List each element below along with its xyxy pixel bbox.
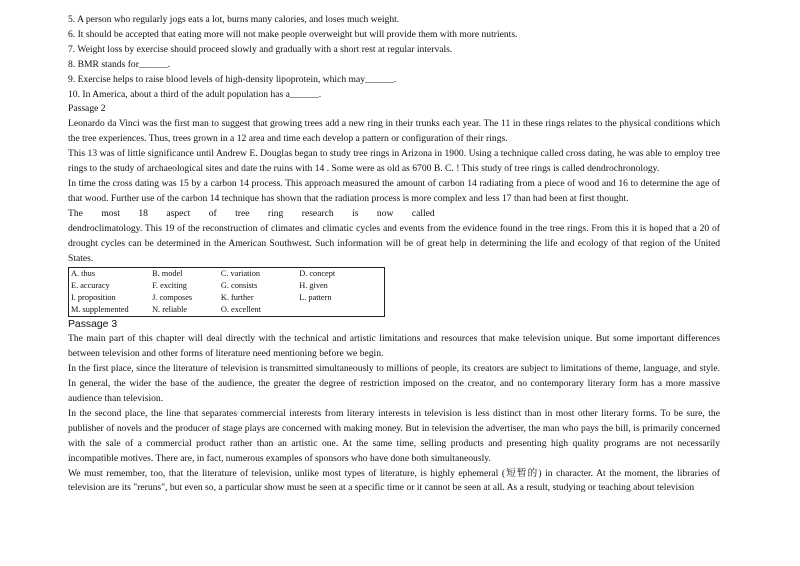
passage-3-paragraph-3: In the second place, the line that separates commercial interests from literary interests in television is less distinct than in most other literary forms. To be sure, the publisher of novels and the producer of stage plays are concerned with making money. But in television the advertiser, the man who pays the bill, is primarily concerned with the sale of a commercial product rather than an artistic one. At the same time, selling products and presenting high quality programs are not necessarily incompatible motives. There are, in fact, numerous examples of sponsors who have done both simultaneously.	[68, 407, 720, 464]
word-bank-option: D. concept	[299, 269, 336, 279]
word-bank-option: L. pattern	[299, 293, 332, 303]
passage-2-paragraph-3: In time the cross dating was 15 by a carbon 14 process. This approach measured the amount of carbon 14 radiating from a piece of wood and 16 to determine the age of that wood. Further use of the carbon 14 technique has shown that the radiation process is more complex and less 17 than had been at first thought.	[68, 177, 720, 204]
word-bank-table	[68, 267, 385, 317]
word-bank-row	[69, 268, 385, 281]
passage-2-paragraph-4-first-line: The most 18 aspect of tree ring research is now called	[68, 207, 435, 219]
word-bank-option: J. composes	[152, 293, 193, 303]
word-bank-option: I. proposition	[71, 293, 116, 303]
word-bank-option: N. reliable	[152, 305, 188, 315]
passage-3-paragraph-2: In the first place, since the literature of television is transmitted simultaneously to millions of people, its creators are subject to limitations of theme, language, and style. In general, the wider the base of the audience, the greater the degree of restriction imposed on the creator, and no contemporary literary form has a more massive audience than television.	[68, 363, 720, 405]
question-5: 5. A person who regularly jogs eats a lot, burns many calories, and loses much weight.	[68, 14, 400, 25]
word-bank-row	[69, 304, 385, 317]
word-bank-option: E. accuracy	[71, 281, 110, 291]
passage-3-paragraph-4: We must remember, too, that the literature of television, unlike most types of literature, is highly ephemeral (短暂的) in character. At the moment, the libraries of television are its "reruns", but even so, a particular show must be seen at a specific time or it cannot be seen at all. As a result, studying or teaching about television	[68, 467, 720, 494]
word-bank-option: F. exciting	[152, 281, 187, 291]
question-8: 8. BMR stands for______.	[68, 58, 171, 70]
question-list	[68, 13, 720, 102]
word-bank-option: G. consists	[220, 281, 258, 291]
word-bank-option: O. excellent	[220, 305, 261, 315]
word-bank-option	[297, 304, 384, 317]
question-10: 10. In America, about a third of the adult population has a______.	[68, 88, 322, 100]
document-page	[68, 13, 720, 496]
passage-2-heading: Passage 2	[68, 103, 106, 115]
passage-2-paragraph-2: This 13 was of little significance until Andrew E. Douglas began to study tree rings in Arizona in 1900. Using a technique called cross dating, he was able to employ tree rings to the study of archaeological sites and date the ruins with 14 . Some were as old as 6700 B. C. ! This study of tree rings is called dendrochronology.	[68, 148, 720, 175]
question-7: 7. Weight loss by exercise should proceed slowly and gradually with a short rest at regular intervals.	[68, 43, 453, 55]
passage-2-paragraph-1: Leonardo da Vinci was the first man to suggest that growing trees add a new ring in their trunks each year. The 11 in these rings relates to the physical conditions which the tree experiences. Thus, trees grown in a 12 area and time each develop a pattern or configuration of their rings.	[68, 118, 720, 145]
word-bank-option: B. model	[152, 269, 183, 279]
word-bank-row	[69, 292, 385, 304]
passage-3-heading: Passage 3	[68, 319, 118, 331]
question-9: 9. Exercise helps to raise blood levels of high-density lipoprotein, which may______.	[68, 73, 397, 85]
word-bank-row	[69, 280, 385, 292]
word-bank-option: A. thus	[71, 269, 95, 279]
word-bank-option: H. given	[299, 281, 328, 291]
word-bank-option: M. supplemented	[71, 305, 129, 315]
word-bank-option: K. further	[220, 293, 254, 303]
passage-2-paragraph-4: dendroclimatology. This 19 of the reconstruction of climates and climatic cycles and events from the evidence found in the tree rings. From this it is hoped that a 20 of drought cycles can be determined in the American Southwest. Such information will be of great help in determining the life and ecology of that region of the United States.	[68, 222, 720, 264]
question-6: 6. It should be accepted that eating more will not make people overweight but will provide them with more nutrients.	[68, 28, 518, 40]
passage-3-paragraph-1: The main part of this chapter will deal directly with the technical and artistic limitations and resources that make television unique. But some important differences between television and other forms of literature need mentioning before we begin.	[68, 333, 720, 360]
word-bank-option: C. variation	[220, 269, 261, 279]
